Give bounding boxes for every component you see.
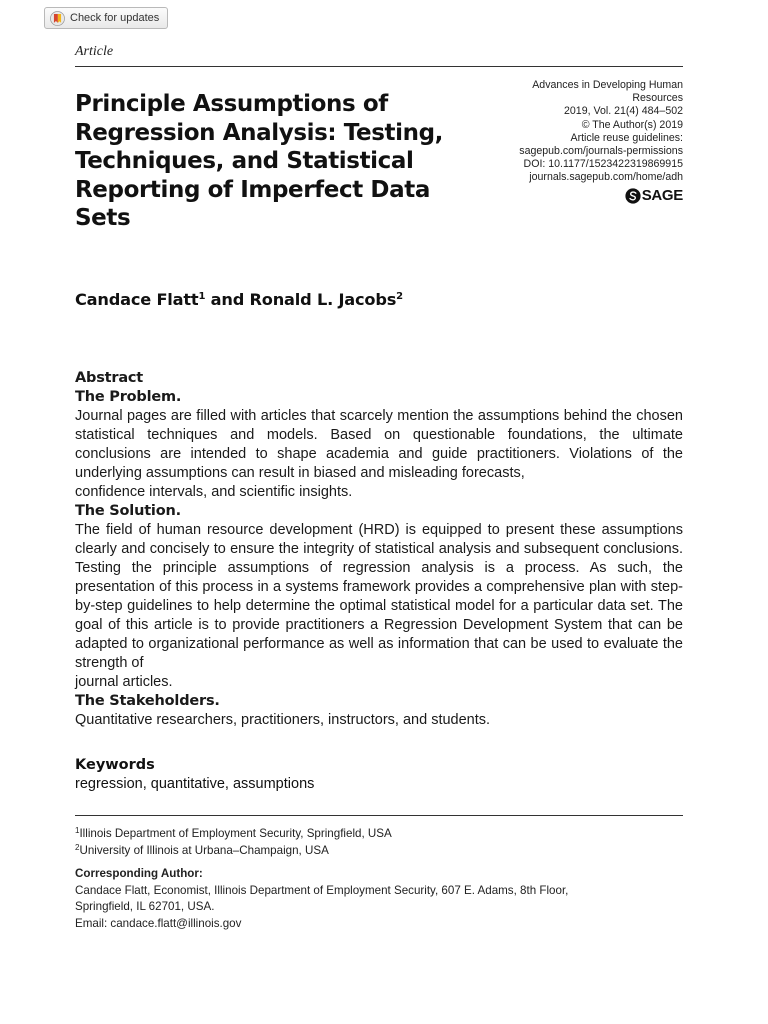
affiliations: [75, 825, 392, 859]
author-name: Ronald L. Jacobs: [249, 290, 397, 309]
journal-copyright: © The Author(s) 2019: [581, 118, 683, 131]
abstract-stakeholders-heading: The Stakeholders.: [75, 693, 220, 709]
reuse-label: Article reuse guidelines:: [570, 131, 683, 144]
check-for-updates-button[interactable]: [44, 7, 168, 29]
journal-home-link[interactable]: journals.sagepub.com/home/adh: [529, 171, 683, 184]
check-for-updates-label: Check for updates: [70, 12, 160, 24]
sage-logo: [483, 188, 683, 204]
abstract: [75, 369, 683, 730]
author-name: Candace Flatt: [75, 290, 199, 309]
abstract-solution-text: The field of human resource development (HRD) is equipped to present these assumptions clearly and concisely to ensure the integrity of statistical analysis and subsequent conclusions. Testing the principle assumptions of regression analysis is a process. As such, the presentation of this process in a systems framework provides a comprehensive plan with step-by-step guidelines to help determine the optimal statistical model for a particular data set. The goal of this article is to provide practitioners a Regression Development System that can be adapted to organizational performance as well as information that can be used to evaluate the strength of: [75, 522, 683, 671]
abstract-heading: Abstract: [75, 370, 144, 386]
article-title: Principle Assumptions of Regression Analysis: Testing, Techniques, and Statistical Reporting of Imperfect Data Sets: [75, 91, 443, 231]
affiliation-text: Illinois Department of Employment Security, Springfield, USA: [79, 827, 392, 840]
abstract-stakeholders-text: Quantitative researchers, practitioners, instructors, and students.: [75, 712, 491, 728]
corresponding-author-email[interactable]: Email: candace.flatt@illinois.gov: [75, 916, 242, 930]
sage-logo-icon: [625, 188, 641, 204]
header-rule: [75, 66, 683, 67]
affiliation-mark: 2: [75, 843, 80, 852]
corresponding-author-heading: Corresponding Author:: [75, 867, 203, 880]
journal-info: [483, 79, 683, 204]
abstract-problem-text-end: confidence intervals, and scientific insights.: [75, 484, 353, 500]
corresponding-author: [75, 866, 683, 932]
footnote-rule: [75, 815, 683, 816]
abstract-solution-text-end: journal articles.: [75, 674, 173, 690]
abstract-problem-heading: The Problem.: [75, 389, 182, 405]
author-affiliation-mark: 1: [198, 291, 206, 302]
affiliation-mark: 1: [75, 826, 80, 835]
affiliation-item: [75, 842, 392, 859]
author-affiliation-mark: 2: [396, 291, 403, 302]
journal-volume: 2019, Vol. 21(4) 484–502: [564, 105, 683, 118]
affiliation-item: [75, 825, 392, 842]
keywords: [75, 756, 683, 794]
author-connector: and: [210, 290, 245, 309]
corresponding-author-city: Springfield, IL 62701, USA.: [75, 900, 215, 913]
abstract-problem-text: Journal pages are filled with articles that scarcely mention the assumptions behind the chosen statistical techniques and models. Based on questionable foundations, the ultimate conclusions are intended to shape academia and guide practitioners. Violations of the underlying assumptions can result in biased and misleading forecasts,: [75, 408, 683, 481]
keywords-heading: Keywords: [75, 757, 155, 773]
corresponding-author-address: Candace Flatt, Economist, Illinois Department of Employment Security, 607 E. Adams, 8th Floor,: [75, 883, 569, 897]
author-list: [75, 290, 403, 309]
crossmark-icon: [50, 11, 65, 26]
doi-link[interactable]: DOI: 10.1177/1523422319869915: [523, 158, 683, 171]
journal-name: Advances in Developing Human Resources: [532, 79, 683, 105]
sage-logo-text: SAGE: [641, 187, 683, 205]
keywords-text: regression, quantitative, assumptions: [75, 776, 315, 792]
permissions-link[interactable]: sagepub.com/journals-permissions: [519, 145, 683, 158]
abstract-solution-heading: The Solution.: [75, 503, 181, 519]
article-type: Article: [75, 44, 114, 59]
affiliation-text: University of Illinois at Urbana–Champaign, USA: [79, 844, 329, 857]
